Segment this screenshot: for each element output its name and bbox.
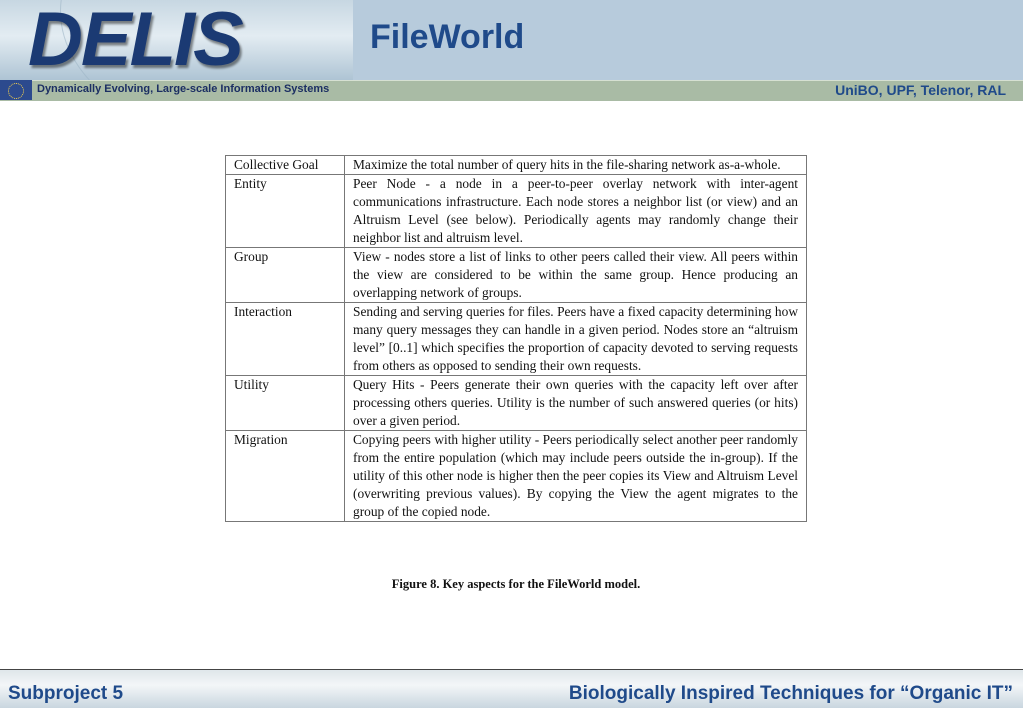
row-key: Interaction	[226, 303, 345, 376]
footer-topic: Biologically Inspired Techniques for “Organic IT”	[568, 683, 1013, 704]
row-value: Peer Node - a node in a peer-to-peer overlay network with inter-agent communications infrastructure. Each node stores a neighbor list (or view) and an Altruism Level (see below). Periodically agents may randomly change their neighbor list and altruism level.	[345, 175, 807, 248]
row-key: Migration	[226, 431, 345, 522]
row-value: Maximize the total number of query hits in the file-sharing network as-a-whole.	[345, 156, 807, 175]
row-key: Group	[226, 248, 345, 303]
row-value: Sending and serving queries for files. Peers have a fixed capacity determining how many query messages they can handle in a given period. Nodes store an “altruism level” [0..1] which specifies the proportion of capacity devoted to serving requests from others as opposed to sending their own requests.	[345, 303, 807, 376]
slide-title: FileWorld	[370, 18, 525, 56]
delis-logo	[0, 0, 353, 80]
table-row	[226, 303, 807, 376]
footer-subproject: Subproject 5	[8, 683, 124, 704]
tagline: Dynamically Evolving, Large-scale Information Systems	[37, 83, 330, 95]
row-value: View - nodes store a list of links to other peers called their view. All peers within the view are considered to be within the same group. Hence producing an overlapping network of groups.	[345, 248, 807, 303]
table-row	[226, 175, 807, 248]
aspects-table	[225, 155, 807, 522]
table-row	[226, 156, 807, 175]
table-row	[226, 431, 807, 522]
row-value: Query Hits - Peers generate their own queries with the capacity left over after processing others queries. Utility is the number of such answered queries (or hits) over a given period.	[345, 376, 807, 431]
row-key: Utility	[226, 376, 345, 431]
figure-caption: Figure 8. Key aspects for the FileWorld model.	[391, 577, 641, 591]
table-row	[226, 248, 807, 303]
partners: UniBO, UPF, Telenor, RAL	[835, 82, 1006, 98]
row-key: Collective Goal	[226, 156, 345, 175]
row-key: Entity	[226, 175, 345, 248]
row-value: Copying peers with higher utility - Peers periodically select another peer randomly from the entire population (which may include peers outside the in-group). If the utility of this other node is higher then the peer copies its View and Altruism Level (overwriting previous values). By copying the View the agent migrates to the group of the copied node.	[345, 431, 807, 522]
logo-text: DELIS	[28, 0, 242, 80]
eu-flag-icon	[0, 80, 32, 100]
table-row	[226, 376, 807, 431]
